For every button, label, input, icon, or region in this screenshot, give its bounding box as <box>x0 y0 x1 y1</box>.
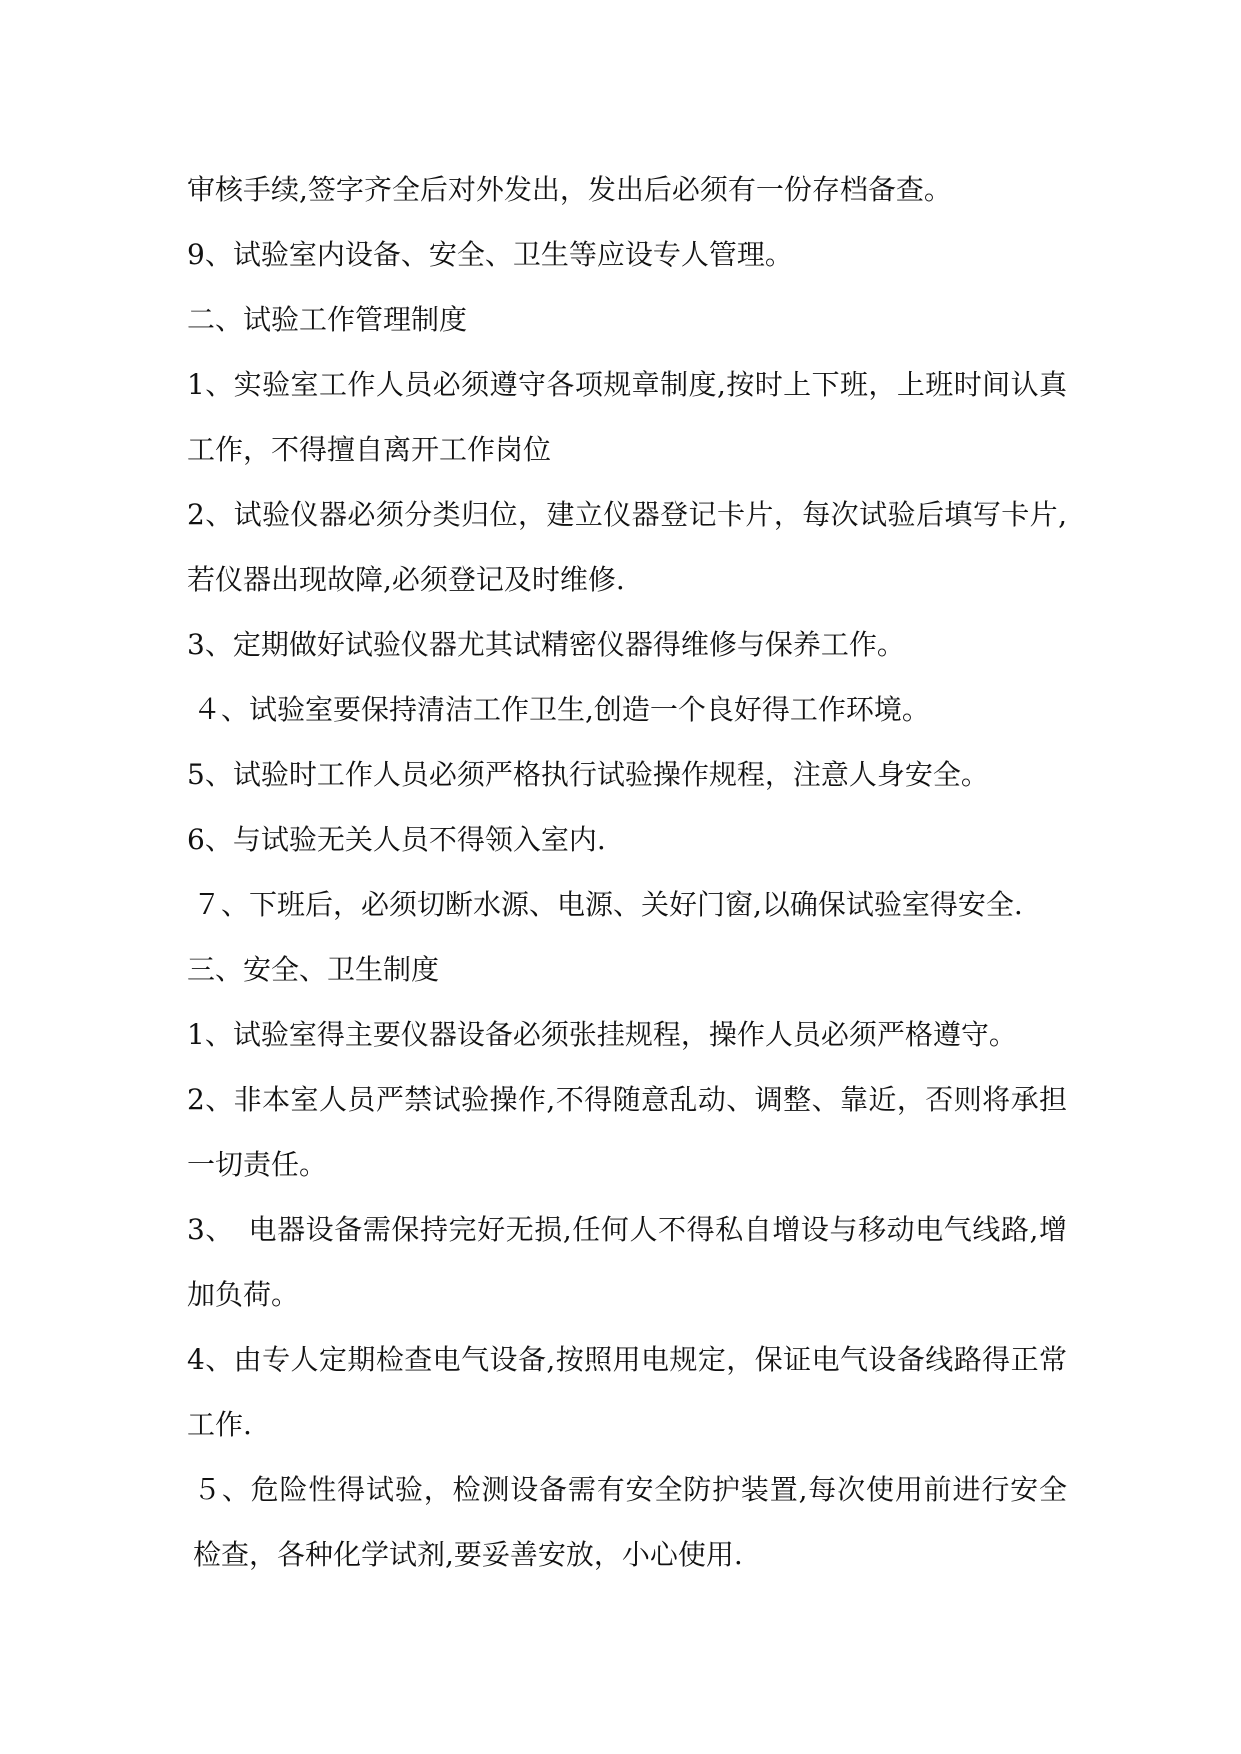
paragraph-item-7: ７、下班后，必须切断水源、电源、关好门窗,以确保试验室得安全. <box>193 888 1023 921</box>
paragraph-safety-2: 2、非本室人员严禁试验操作,不得随意乱动、调整、靠近，否则将承担一切责任。 <box>187 1083 1067 1181</box>
paragraph-safety-5: ５、危险性得试验，检测设备需有安全防护装置,每次使用前进行安全检查，各种化学试剂,要妥善安放，小心使用. <box>193 1473 1067 1571</box>
paragraph-item-9: 9、试验室内设备、安全、卫生等应设专人管理。 <box>187 238 793 271</box>
paragraph-safety-1: 1、试验室得主要仪器设备必须张挂规程，操作人员必须严格遵守。 <box>187 1018 1017 1051</box>
paragraph-continuation: 审核手续,签字齐全后对外发出，发出后必须有一份存档备查。 <box>187 173 952 206</box>
paragraph-item-3: 3、定期做好试验仪器尤其试精密仪器得维修与保养工作。 <box>187 628 905 661</box>
paragraph-item-2: 2、试验仪器必须分类归位，建立仪器登记卡片，每次试验后填写卡片,若仪器出现故障,必须登记及时维修. <box>187 498 1067 596</box>
paragraph-item-4: ４、试验室要保持清洁工作卫生,创造一个良好得工作环境。 <box>193 693 930 726</box>
section-heading-3: 三、安全、卫生制度 <box>187 953 440 986</box>
paragraph-item-1: 1、实验室工作人员必须遵守各项规章制度,按时上下班，上班时间认真工作，不得擅自离开工作岗位 <box>187 368 1067 466</box>
paragraph-item-6: 6、与试验无关人员不得领入室内. <box>187 823 606 856</box>
paragraph-item-5: 5、试验时工作人员必须严格执行试验操作规程，注意人身安全。 <box>187 758 989 791</box>
document-body <box>187 157 1067 1587</box>
paragraph-safety-3: 3、 电器设备需保持完好无损,任何人不得私自增设与移动电气线路,增加负荷。 <box>187 1213 1067 1311</box>
paragraph-safety-4: 4、由专人定期检查电气设备,按照用电规定，保证电气设备线路得正常工作. <box>187 1343 1067 1441</box>
section-heading-2: 二、试验工作管理制度 <box>187 303 468 336</box>
